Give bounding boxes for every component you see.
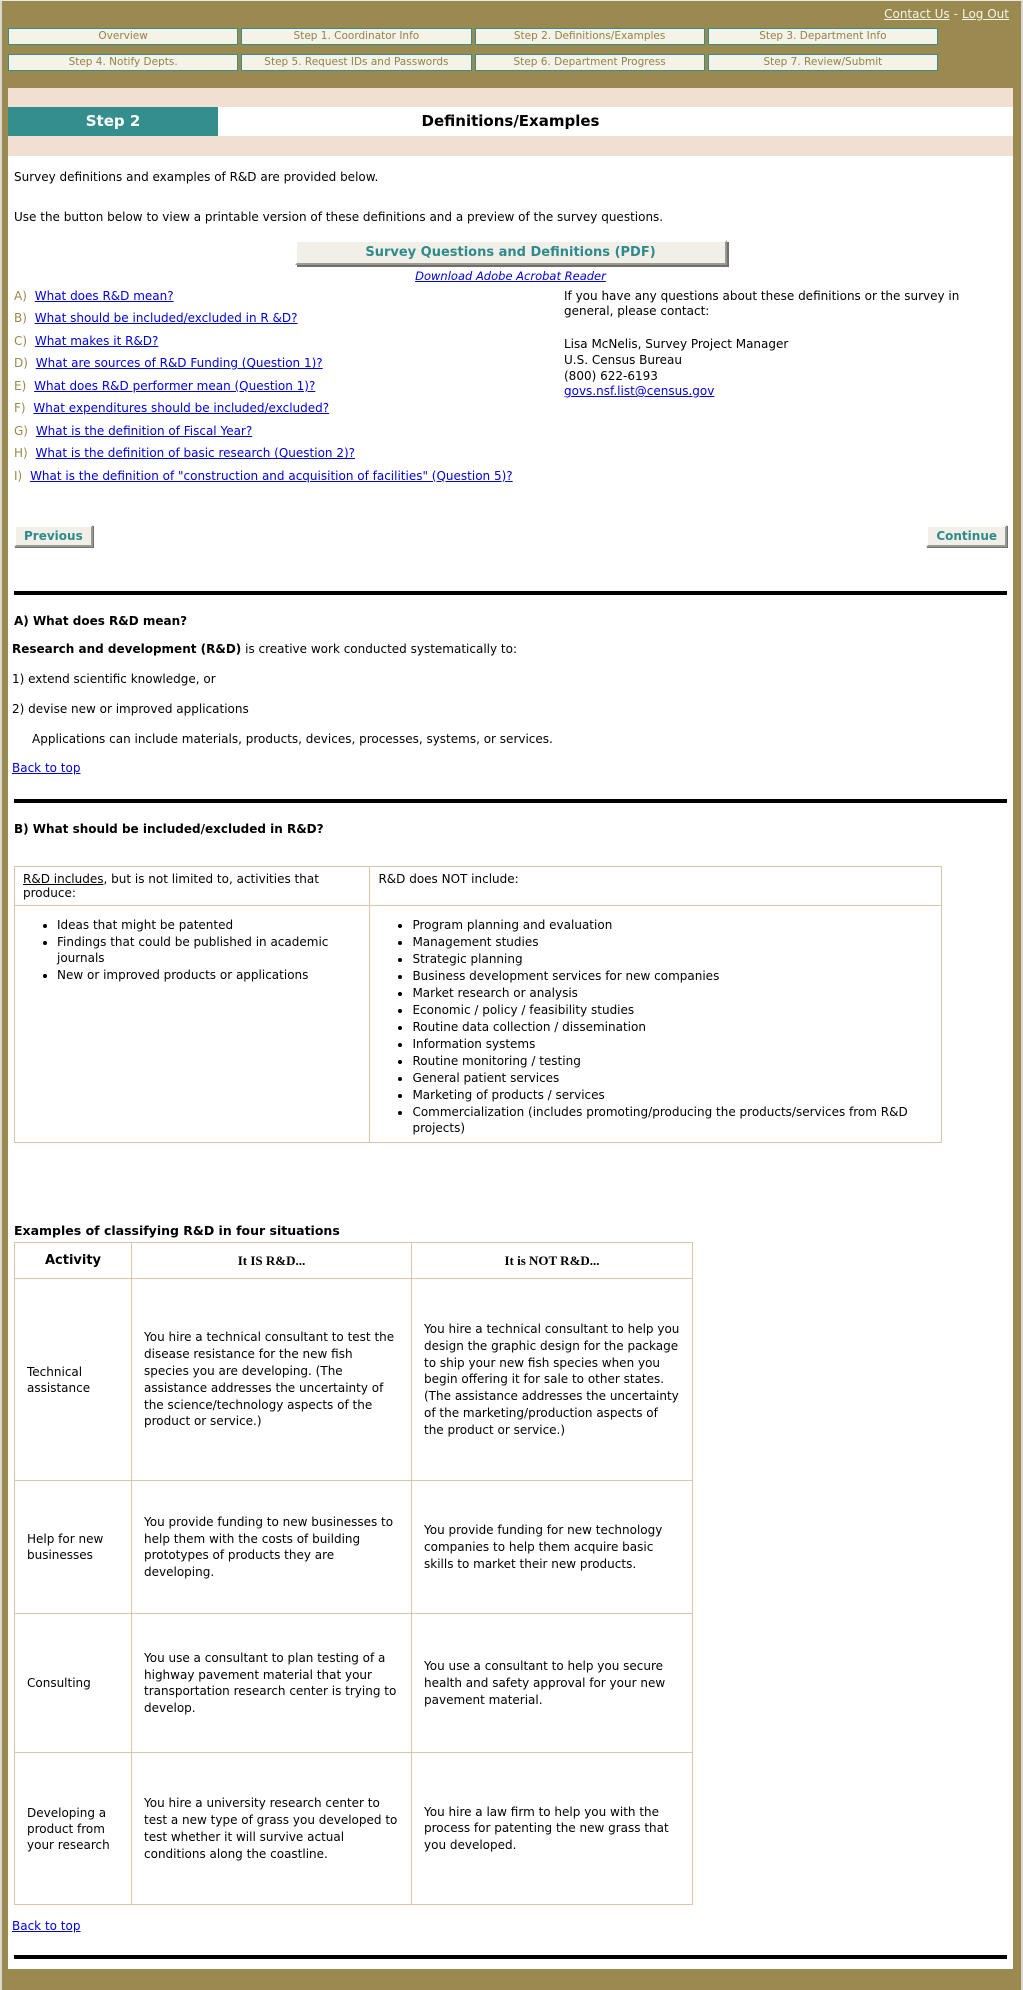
toc-link-what-makes-it-r-d[interactable]: What makes it R&D? [34, 333, 159, 348]
contact-name: Lisa McNelis, Survey Project Manager [564, 337, 789, 352]
section-a-heading: A) What does R&D mean? [14, 614, 188, 629]
section-a-item-2: 2) devise new or improved applications [12, 701, 249, 716]
table-row [15, 1614, 693, 1753]
section-a-lead [12, 642, 1009, 658]
tab-step-3-department-info[interactable]: Step 3. Department Info [708, 28, 938, 45]
includes-header-underlined: R&D includes [23, 872, 104, 887]
list-item: • Information systems [412, 1036, 933, 1052]
section-a-lead-bold: Research and development (R&D) [12, 642, 242, 657]
toc-letter: G) [14, 423, 28, 438]
page-title: Definitions/Examples [421, 112, 600, 130]
nav-tabs-row2 [8, 54, 938, 71]
excludes-header-cell: R&D does NOT include: [370, 867, 942, 906]
divider-2 [14, 799, 1007, 803]
not-rd-cell: You hire a law firm to help you with the process for patenting the new grass that you developed. [412, 1753, 693, 1905]
content-area [8, 88, 1013, 1969]
download-link-wrap [12, 269, 1009, 283]
activity-cell: Help for new businesses [15, 1481, 132, 1614]
includes-header-cell [15, 867, 370, 906]
toc-and-contact [12, 289, 1009, 492]
includes-header-rest: , but is not limited to, activities that produce: [23, 872, 319, 901]
list-item: • Management studies [412, 934, 933, 950]
step-number-label: Step 2 [8, 107, 218, 136]
contact-intro: If you have any questions about these definitions or the survey in general, please contact: [564, 288, 960, 319]
survey-questions-pdf-button[interactable]: Survey Questions and Definitions (PDF) [295, 240, 727, 265]
toc-letter: I) [14, 468, 23, 483]
excludes-cell [370, 906, 942, 1143]
excludes-list [378, 917, 933, 1136]
not-rd-cell: You provide funding for new technology companies to help them acquire basic skills to market their new products. [412, 1481, 693, 1614]
activity-cell: Developing a product from your research [15, 1753, 132, 1905]
toc-link-what-are-sources-of-r-d-funding-question[interactable]: What are sources of R&D Funding (Question 1)? [35, 356, 323, 371]
log-out-link[interactable]: Log Out [961, 7, 1009, 21]
is-rd-cell: You hire a technical consultant to test the disease resistance for the new fish species you are developing. (The assistance addresses the uncertainty of the science/technology aspects of the product or service.) [132, 1279, 412, 1481]
toc-link-what-should-be-included-excluded-in-r-d[interactable]: What should be included/excluded in R &D? [34, 311, 298, 326]
section-b-heading: B) What should be included/excluded in R&D? [14, 822, 324, 837]
intro-text-1: Survey definitions and examples of R&D are provided below. [14, 170, 379, 184]
examples-header-row [15, 1243, 693, 1279]
includes-cell [15, 906, 370, 1143]
table-row [15, 1279, 693, 1481]
toc-item [14, 424, 564, 438]
list-item: • New or improved products or applications [57, 967, 361, 983]
contact-email-link[interactable]: govs.nsf.list@census.gov [564, 384, 715, 399]
examples-heading: Examples of classifying R&D in four situations [14, 1223, 340, 1239]
nav-tabs-row1 [8, 28, 938, 45]
table-row [15, 1481, 693, 1614]
toc-letter: D) [14, 356, 28, 371]
toc-link-what-is-the-definition-of-fiscal-year[interactable]: What is the definition of Fiscal Year? [35, 423, 253, 438]
header-spacer [8, 71, 1013, 88]
back-to-top-link-2[interactable]: Back to top [12, 1919, 81, 1934]
list-item: • Findings that could be published in academic journals [57, 934, 361, 966]
contact-phone: (800) 622-6193 [564, 368, 658, 383]
toc-item [14, 356, 564, 370]
link-separator: - [953, 7, 958, 21]
continue-button[interactable]: Continue [926, 525, 1007, 547]
previous-button[interactable]: Previous [14, 525, 93, 547]
list-item: • Marketing of products / services [412, 1087, 933, 1103]
includes-list [23, 917, 361, 983]
list-item: • Market research or analysis [412, 985, 933, 1001]
activity-cell: Consulting [15, 1614, 132, 1753]
section-a-lead-rest: is creative work conducted systematically to: [241, 642, 517, 657]
is-rd-cell: You use a consultant to plan testing of a highway pavement material that your transportation research center is trying to develop. [132, 1614, 412, 1753]
toc-link-what-is-the-definition-of-basic-research[interactable]: What is the definition of basic research (Question 2)? [35, 446, 356, 461]
toc-link-what-is-the-definition-of-construction-a[interactable]: What is the definition of "construction and acquisition of facilities" (Question 5)? [30, 468, 513, 483]
examples-col-header-activity: Activity [15, 1243, 132, 1279]
table-row [15, 1753, 693, 1905]
intro-text-2: Use the button below to view a printable version of these definitions and a preview of the survey questions. [14, 209, 664, 224]
not-rd-cell: You hire a technical consultant to help you design the graphic design for the package to ship your new fish species when you begin offering it for sale to other states. (The assistance addresses the uncertainty of the marketing/production aspects of the product or service.) [412, 1279, 693, 1481]
tab-step-2-definitions-examples[interactable]: Step 2. Definitions/Examples [475, 28, 705, 45]
include-exclude-table [14, 866, 942, 1143]
main-content [8, 156, 1013, 1969]
toc-item [14, 289, 564, 303]
download-adobe-reader-link[interactable]: Download Adobe Acrobat Reader [415, 268, 606, 283]
activity-cell: Technical assistance [15, 1279, 132, 1481]
contact-us-link[interactable]: Contact Us [884, 7, 950, 21]
tab-step-4-notify-depts[interactable]: Step 4. Notify Depts. [8, 54, 238, 71]
toc-item [14, 379, 564, 393]
toc-item [14, 401, 564, 415]
is-rd-cell: You provide funding to new businesses to help them with the costs of building prototypes of products they are developing. [132, 1481, 412, 1614]
list-item: • Routine monitoring / testing [412, 1053, 933, 1069]
toc-link-what-does-r-d-performer-mean-question-1[interactable]: What does R&D performer mean (Question 1)? [34, 378, 316, 393]
tab-step-5-request-ids-and-passwords[interactable]: Step 5. Request IDs and Passwords [241, 54, 471, 71]
nav-button-row [14, 525, 1007, 547]
pdf-button-wrap [12, 240, 1009, 265]
examples-col-header-it-is-not-r-d: It is NOT R&D... [412, 1243, 693, 1279]
list-item: • Routine data collection / dissemination [412, 1019, 933, 1035]
tab-overview[interactable]: Overview [8, 28, 238, 45]
toc-letter: F) [14, 401, 26, 416]
tab-step-7-review-submit[interactable]: Step 7. Review/Submit [708, 54, 938, 71]
topbar [8, 1, 1013, 28]
step-banner [8, 107, 1013, 136]
examples-col-header-it-is-r-d: It IS R&D... [132, 1243, 412, 1279]
list-item: • Program planning and evaluation [412, 917, 933, 933]
toc-item [14, 469, 564, 483]
not-rd-cell: You use a consultant to help you secure health and safety approval for your new pavement material. [412, 1614, 693, 1753]
toc-letter: C) [14, 333, 28, 348]
section-a-item-1: 1) extend scientific knowledge, or [12, 671, 216, 686]
is-rd-cell: You hire a university research center to test a new type of grass you developed to test whether it will survive actual conditions along the coastline. [132, 1753, 412, 1905]
divider-3 [14, 1955, 1007, 1959]
toc-letter: H) [14, 446, 28, 461]
tab-step-1-coordinator-info[interactable]: Step 1. Coordinator Info [241, 28, 471, 45]
list-item: • Strategic planning [412, 951, 933, 967]
toc-letter: B) [14, 311, 27, 326]
examples-table [14, 1242, 693, 1905]
divider-1 [14, 591, 1007, 595]
list-item: • General patient services [412, 1070, 933, 1086]
toc-link-what-does-r-d-mean[interactable]: What does R&D mean? [34, 288, 174, 303]
toc-item [14, 334, 564, 348]
tab-step-6-department-progress[interactable]: Step 6. Department Progress [475, 54, 705, 71]
list-item: • Economic / policy / feasibility studies [412, 1002, 933, 1018]
list-item: • Ideas that might be patented [57, 917, 361, 933]
toc-letter: A) [14, 288, 27, 303]
toc-link-what-expenditures-should-be-included-exc[interactable]: What expenditures should be included/excluded? [33, 401, 330, 416]
toc-item [14, 311, 564, 325]
toc-item [14, 446, 564, 460]
list-item: • Commercialization (includes promoting/producing the products/services from R&D projects) [412, 1104, 933, 1136]
contact-org: U.S. Census Bureau [564, 352, 682, 367]
toc-letter: E) [14, 378, 27, 393]
list-item: • Business development services for new companies [412, 968, 933, 984]
examples-body [15, 1279, 693, 1905]
step-banner-band [8, 88, 1013, 156]
question-toc [12, 289, 564, 492]
back-to-top-link-1[interactable]: Back to top [12, 761, 81, 776]
section-a-note: Applications can include materials, products, devices, processes, systems, or services. [32, 731, 553, 746]
contact-block [564, 289, 1009, 400]
